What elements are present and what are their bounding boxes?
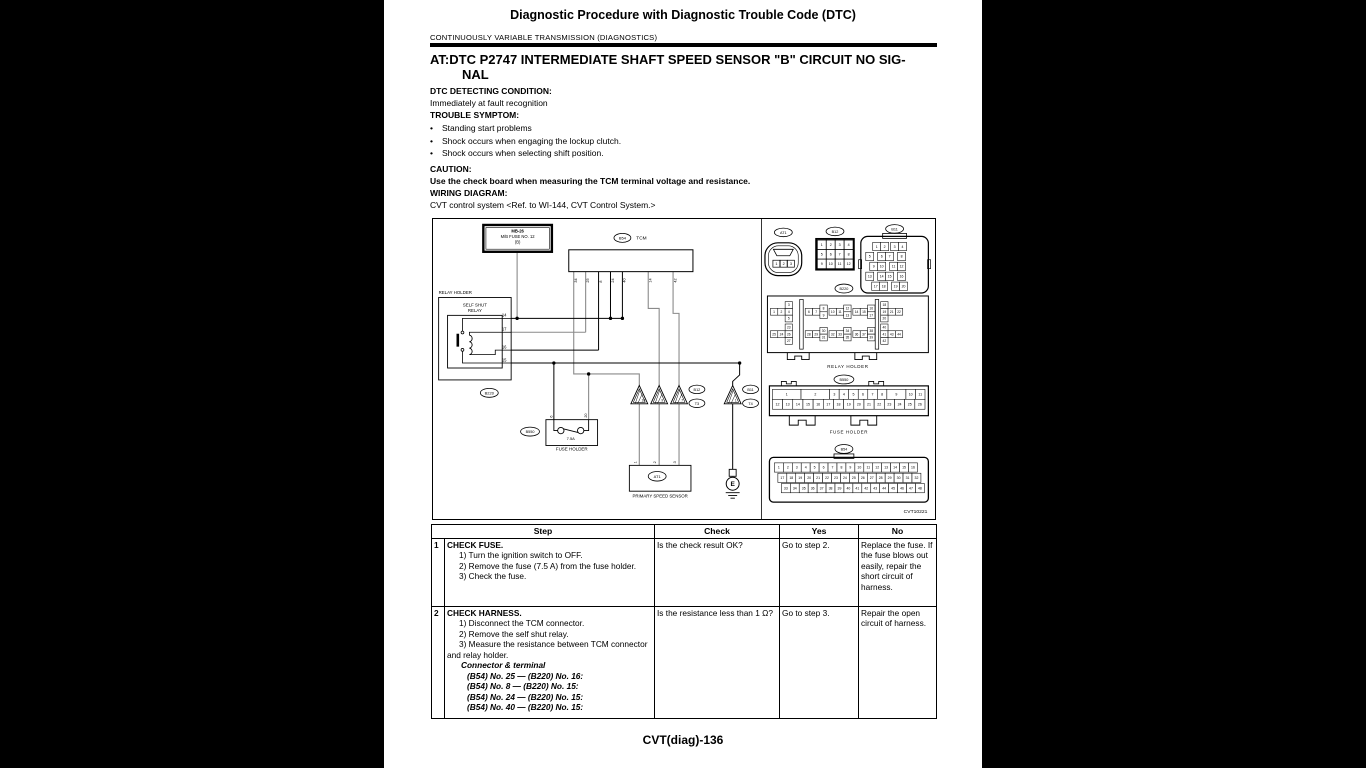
relay-contact <box>457 334 460 347</box>
page-number: CVT(diag)-136 <box>642 733 724 747</box>
pin-number: 13 <box>845 313 850 318</box>
pin-number: 35 <box>845 335 850 340</box>
header-rule <box>430 43 937 47</box>
symptom-item <box>430 148 940 159</box>
pin-number: 1 <box>875 244 878 249</box>
pin-number: 38 <box>869 328 874 333</box>
connector-view-b12 <box>816 227 854 270</box>
connector-view-b11 <box>859 225 931 293</box>
pin-number: 22 <box>825 476 829 481</box>
col-header-check: Check <box>655 525 780 539</box>
tcm-terminal-number: 14 <box>648 278 653 283</box>
pin-number: 5 <box>820 252 823 257</box>
pin-number: 8 <box>840 465 843 470</box>
pin-number: 23 <box>887 402 892 407</box>
pin-number: 6 <box>829 252 832 257</box>
pin-number: 43 <box>889 332 894 337</box>
pin-number: 4 <box>901 244 904 249</box>
wiring-diagram-heading: WIRING DIAGRAM: <box>430 188 508 198</box>
pin-number: 30 <box>821 328 826 333</box>
pin-number: 35 <box>801 486 806 491</box>
pin-number: 18 <box>881 284 886 289</box>
pin-number: 12 <box>875 465 880 470</box>
pin-number: 8 <box>900 254 903 259</box>
pin-number: 16 <box>816 402 821 407</box>
page-header-title: Diagnostic Procedure with Diagnostic Trouble Code (DTC) <box>510 8 856 22</box>
pin-number: 9 <box>820 262 823 267</box>
wiring-diagram-svg <box>433 219 935 519</box>
check-cell: Is the resistance less than 1 Ω? <box>655 606 780 718</box>
pin-number: 2 <box>780 309 783 314</box>
pin-number: 32 <box>830 332 835 337</box>
fuse-holder-connector-label: B550 <box>525 430 535 435</box>
pin-number: 48 <box>917 486 922 491</box>
pin-number: 26 <box>860 476 865 481</box>
check-cell: Is the check result OK? <box>655 538 780 606</box>
section-title-line1: AT:DTC P2747 INTERMEDIATE SHAFT SPEED SENSOR "B" CIRCUIT NO SIG- <box>430 52 906 67</box>
trouble-symptom-heading: TROUBLE SYMPTOM: <box>430 110 520 120</box>
pin-number: 24 <box>897 402 902 407</box>
pin-number: 20 <box>882 316 887 321</box>
pin-number: 25 <box>851 476 856 481</box>
pin-number: 18 <box>789 476 794 481</box>
connector-view-b54 <box>769 444 928 502</box>
pin-number: 47 <box>909 486 913 491</box>
pin-number: 14 <box>854 309 859 314</box>
step-line: 2) Remove the self shut relay. <box>459 628 569 639</box>
junction-pin-number: 9 <box>661 398 664 403</box>
pin-number: 6 <box>880 254 883 259</box>
pin-number: 17 <box>873 284 878 289</box>
b550-mount-feet <box>789 416 876 425</box>
pin-number: 27 <box>786 339 791 344</box>
pin-number: 17 <box>869 313 874 318</box>
section-title-line2: NAL <box>462 67 489 82</box>
junction-dot <box>609 317 612 320</box>
relay-connector-label: B220 <box>484 390 494 396</box>
connector-terminal-line: (B54) No. 8 — (B220) No. 15: <box>467 681 579 691</box>
b12-junction-label: B12 <box>693 387 701 392</box>
table-row-step2 <box>432 606 937 718</box>
pin-number: 39 <box>837 486 842 491</box>
pin-number: 11 <box>866 465 871 470</box>
pin-number: 9 <box>895 392 898 397</box>
junction-triangle <box>651 385 668 403</box>
pin-number: 10 <box>879 264 884 269</box>
b12-view-label: B12 <box>831 230 839 235</box>
pin-number: 28 <box>807 332 811 337</box>
pin-number: 2 <box>883 244 886 249</box>
pin-number: 6 <box>807 309 810 314</box>
pin-number: 41 <box>855 486 860 491</box>
pin-number: 3 <box>893 244 896 249</box>
pin-number: 42 <box>882 339 887 344</box>
pin-number: 1 <box>820 243 823 248</box>
junction-connectors <box>631 385 741 403</box>
pin-number: 20 <box>807 476 812 481</box>
b54-view-label: B54 <box>840 447 848 452</box>
pin-number: 22 <box>877 402 882 407</box>
pin-number: 19 <box>846 402 851 407</box>
pin-number: 24 <box>842 476 847 481</box>
ground-label: E <box>730 481 735 489</box>
step-title: CHECK HARNESS. <box>447 607 522 618</box>
sensor-connector-label: AT1 <box>653 474 661 480</box>
pin-number: 16 <box>899 274 904 279</box>
pin-number: 17 <box>780 476 785 481</box>
tcm-terminal-number: 42 <box>673 278 678 283</box>
wire-gray <box>511 252 679 466</box>
relay-contact-pin <box>461 331 464 334</box>
pin-number: 5 <box>868 254 871 259</box>
mb-fuse-line1: MB-26 <box>511 228 524 234</box>
junction-pin-number: 1 <box>734 398 737 403</box>
pin-number: 33 <box>838 332 842 337</box>
junction-triangle <box>671 385 688 403</box>
pin-number: 7 <box>831 465 834 470</box>
pin-number: 38 <box>828 486 833 491</box>
tcm-box <box>569 233 693 282</box>
pin-number: 7 <box>815 309 818 314</box>
tcm-terminal-numbers <box>574 278 677 282</box>
pin-number: 36 <box>810 486 815 491</box>
pin-number: 9 <box>849 465 852 470</box>
pin-number: 5 <box>813 465 816 470</box>
pin-number: 29 <box>814 332 819 337</box>
relay-holder <box>439 290 512 397</box>
fuse-terminal-circle <box>578 427 584 433</box>
pin-number: 40 <box>882 325 887 330</box>
pin-number: 37 <box>862 332 866 337</box>
pin-number: 44 <box>882 486 887 491</box>
b220-view-label: B220 <box>839 287 849 292</box>
pin-number: 14 <box>795 402 800 407</box>
pin-number: 44 <box>897 332 901 337</box>
pin-number: 25 <box>772 332 776 337</box>
junction-dot <box>738 361 741 364</box>
pin-number: 16 <box>911 465 915 470</box>
pin-number: 2 <box>786 465 789 470</box>
pin-number: 30 <box>896 476 901 481</box>
pin-number: 16 <box>869 306 874 311</box>
pin-number: 1 <box>785 392 788 397</box>
b11-junction-label: B11 <box>747 387 754 392</box>
wire-black <box>511 272 739 470</box>
pin-number: 15 <box>887 274 892 279</box>
pin-number: 19 <box>893 284 898 289</box>
pin-number: 7 <box>888 254 891 259</box>
pin-number: 6 <box>822 465 825 470</box>
pin-number: 23 <box>834 476 838 481</box>
pin-number: 11 <box>918 392 923 397</box>
pin-number: 20 <box>856 402 861 407</box>
pin-number: 9 <box>872 264 875 269</box>
b550-top-tabs <box>781 381 883 385</box>
t3-junction-label: T3 <box>694 401 700 406</box>
figure-id: CVT10221 <box>903 510 928 516</box>
pin-number: 8 <box>881 392 884 397</box>
dtc-condition-heading: DTC DETECTING CONDITION: <box>430 86 552 96</box>
pin-number: 21 <box>867 402 872 407</box>
relay-terminal-number: 17 <box>501 326 507 332</box>
b11-view-label: B11 <box>891 227 898 232</box>
ground-symbol <box>726 469 740 498</box>
tcm-label: TCM <box>636 236 647 242</box>
fuse-terminal-circle <box>558 427 564 433</box>
pin-number: 17 <box>826 402 831 407</box>
sensor-terminal-2: 2 <box>653 461 658 464</box>
pin-number: 8 <box>822 306 825 311</box>
symptom-item <box>430 136 940 147</box>
pin-number: 10 <box>828 262 833 267</box>
tcm-terminal-number: 25 <box>585 278 590 283</box>
relay-coil <box>469 335 472 354</box>
step-line: 3) Measure the resistance between TCM connector and relay holder. <box>447 639 648 660</box>
dtc-condition-text: Immediately at fault recognition <box>430 98 548 108</box>
relay-terminal-number: 15 <box>501 357 507 363</box>
pin-number: 3 <box>795 465 798 470</box>
step-cell <box>445 538 655 606</box>
pin-number: 22 <box>897 309 901 314</box>
relay-internal-wires <box>462 318 511 363</box>
pin-number: 14 <box>879 274 884 279</box>
connector-view-at1 <box>765 228 802 275</box>
pin-number: 21 <box>816 476 821 481</box>
procedure-table <box>431 524 937 719</box>
pin-number: 2 <box>782 262 785 267</box>
bullet-icon: • <box>430 123 433 133</box>
fuse-rating: 7.5A <box>566 436 575 442</box>
pin-number: 32 <box>914 476 919 481</box>
pin-number: 5 <box>787 316 790 321</box>
pin-number: 7 <box>838 252 841 257</box>
symptom-text: Shock occurs when engaging the lockup clutch. <box>442 135 622 146</box>
connector-terminal-heading: Connector & terminal <box>461 660 546 670</box>
pin-number: 3 <box>789 262 792 267</box>
mb-fuse-line2: M/B FUSE NO. 12 <box>500 233 535 239</box>
pin-number: 4 <box>842 392 845 397</box>
pin-number: 31 <box>821 335 826 340</box>
pin-number: 28 <box>878 476 883 481</box>
relay-holder-label: RELAY HOLDER <box>438 290 472 295</box>
yes-cell: Go to step 2. <box>780 538 859 606</box>
pin-number: 19 <box>798 476 803 481</box>
ground-hatch <box>726 493 740 499</box>
pin-number: 42 <box>864 486 869 491</box>
pin-number: 8 <box>847 252 850 257</box>
step-title: CHECK FUSE. <box>447 539 504 550</box>
pin-number: 27 <box>869 476 874 481</box>
pin-number: 2 <box>829 243 832 248</box>
tcm-terminal-number: 24 <box>610 278 615 283</box>
pin-number: 14 <box>893 465 898 470</box>
pin-number: 24 <box>779 332 784 337</box>
pin-number: 10 <box>857 465 862 470</box>
no-cell: Repair the open circuit of harness. <box>859 606 937 718</box>
step-number: 1 <box>432 538 445 606</box>
pin-number: 15 <box>902 465 906 470</box>
pin-number: 23 <box>786 325 791 330</box>
b550-caption: FUSE HOLDER <box>829 429 869 435</box>
pin-number: 26 <box>786 332 791 337</box>
at1-keyway <box>773 249 793 255</box>
pin-number: 43 <box>873 486 878 491</box>
step-number: 2 <box>432 606 445 718</box>
tcm-terminal-number: 40 <box>622 278 627 283</box>
pin-number: 1 <box>775 262 778 267</box>
bullet-icon: • <box>430 135 433 146</box>
wiring-diagram-ref: CVT control system <Ref. to WI-144, CVT Control System.> <box>430 200 656 210</box>
manual-page <box>384 0 982 768</box>
junction-triangle <box>631 385 648 403</box>
step-line: 1) Turn the ignition switch to OFF. <box>459 550 583 560</box>
pin-number: 25 <box>907 402 912 407</box>
pin-number: 34 <box>792 486 797 491</box>
relay-terminal-number: 16 <box>501 344 507 350</box>
pin-number: 36 <box>854 332 859 337</box>
sensor-terminal-3: 3 <box>673 461 678 464</box>
sensor-terminal-1: 1 <box>633 461 638 464</box>
junction-dot <box>552 361 555 364</box>
pin-number: 4 <box>787 309 790 314</box>
self-shut-relay-label1: SELF SHUT <box>462 302 487 308</box>
tcm-terminal-number: 34 <box>574 278 579 283</box>
pin-number: 13 <box>867 274 872 279</box>
junction-pin-number: 10 <box>641 398 646 403</box>
pin-number: 10 <box>830 309 835 314</box>
caution-heading: CAUTION: <box>430 164 472 174</box>
symptom-item <box>430 123 940 134</box>
pin-number: 12 <box>845 306 850 311</box>
pin-number: 40 <box>846 486 851 491</box>
pin-number: 33 <box>783 486 788 491</box>
mb-fuse-line3: (B) <box>514 239 521 245</box>
pin-number: 5 <box>852 392 855 397</box>
pin-number: 18 <box>836 402 841 407</box>
wire-junction-dots <box>515 317 741 376</box>
pin-number: 31 <box>905 476 910 481</box>
pin-number: 1 <box>777 465 780 470</box>
pin-number: 4 <box>804 465 807 470</box>
step-line: 2) Remove the fuse (7.5 A) from the fuse holder. <box>459 560 637 571</box>
tcm-connector-label: B54 <box>618 235 626 241</box>
pin-number: 1 <box>773 309 776 314</box>
pin-number: 26 <box>917 402 922 407</box>
no-cell: Replace the fuse. If the fuse blows out easily, repair the short circuit of harness. <box>859 538 937 606</box>
pin-number: 39 <box>869 335 874 340</box>
fuse-holder-schematic <box>521 413 598 451</box>
junction-triangle <box>724 385 741 403</box>
pin-number: 6 <box>862 392 864 397</box>
table-header-row <box>432 525 937 539</box>
pin-number: 3 <box>833 392 836 397</box>
fuse-holder-label: FUSE HOLDER <box>555 446 588 452</box>
fuse-terminal-left: 6 <box>549 415 554 418</box>
pin-number: 11 <box>891 264 896 269</box>
junction-dot <box>621 317 624 320</box>
pin-number: 20 <box>901 284 906 289</box>
pin-number: 7 <box>871 392 874 397</box>
b550-view-label: B550 <box>839 378 849 383</box>
yes-cell: Go to step 3. <box>780 606 859 718</box>
self-shut-relay-label2: RELAY <box>467 307 482 313</box>
connector-view-b550 <box>769 375 928 435</box>
tcm-terminal-number: 8 <box>598 280 603 283</box>
pin-number: 3 <box>787 303 790 308</box>
pin-number: 10 <box>908 392 913 397</box>
step-cell <box>445 606 655 718</box>
pin-number: 13 <box>884 465 889 470</box>
wiring-diagram <box>432 218 936 520</box>
primary-speed-sensor <box>629 461 691 498</box>
pin-number: 3 <box>838 243 841 248</box>
pin-number: 46 <box>900 486 904 491</box>
caution-text: Use the check board when measuring the TCM terminal voltage and resistance. <box>430 176 751 186</box>
connector-terminal-line: (B54) No. 24 — (B220) No. 15: <box>467 691 584 702</box>
pin-number: 2 <box>814 392 817 397</box>
pin-number: 18 <box>882 303 887 308</box>
b220-caption: RELAY HOLDER <box>827 364 869 370</box>
relay-contact-pin <box>461 348 464 351</box>
pin-number: 12 <box>899 264 904 269</box>
col-header-no: No <box>859 525 937 539</box>
connector-view-b220 <box>767 284 928 369</box>
pin-number: 12 <box>775 402 780 407</box>
b220-mount-feet <box>787 353 876 360</box>
pin-number: 19 <box>882 309 887 314</box>
t4-junction-label: T4 <box>748 401 753 406</box>
pin-number: 9 <box>822 313 825 318</box>
symptom-text: Shock occurs when selecting shift position. <box>442 148 604 158</box>
pin-number: 37 <box>819 486 824 491</box>
pin-number: 45 <box>891 486 896 491</box>
pin-number: 11 <box>837 262 842 267</box>
relay-terminal-number: 14 <box>501 312 507 318</box>
pin-number: 21 <box>889 309 894 314</box>
col-header-step: Step <box>432 525 655 539</box>
mb-fuse-box <box>483 225 552 252</box>
pin-number: 29 <box>887 476 892 481</box>
col-header-yes: Yes <box>780 525 859 539</box>
pin-number: 41 <box>882 332 887 337</box>
pin-number: 34 <box>845 328 850 333</box>
sensor-label: PRIMARY SPEED SENSOR <box>632 493 688 499</box>
pin-number: 4 <box>847 243 850 248</box>
relay-terminal-numbers <box>502 313 507 363</box>
pin-number: 13 <box>785 402 790 407</box>
step-line: 3) Check the fuse. <box>459 571 527 581</box>
connector-terminal-line: (B54) No. 25 — (B220) No. 16: <box>467 670 584 681</box>
pin-number: 15 <box>862 309 866 314</box>
pin-number: 15 <box>806 402 810 407</box>
pin-number: 12 <box>846 262 851 267</box>
pin-number: 11 <box>838 309 842 314</box>
section-title <box>430 52 950 82</box>
at1-view-label: AT1 <box>780 231 787 235</box>
table-row-step1 <box>432 538 937 606</box>
bullet-icon: • <box>430 148 433 158</box>
fuse-terminal-right: 20 <box>584 413 589 418</box>
junction-pin-number: 7 <box>681 398 684 403</box>
page-header-subtitle: CONTINUOUSLY VARIABLE TRANSMISSION (DIAGNOSTICS) <box>430 33 658 42</box>
step-line: 1) Disconnect the TCM connector. <box>459 618 585 628</box>
junction-dot <box>587 372 590 375</box>
symptom-text: Standing start problems <box>442 123 532 133</box>
junction-dot <box>515 317 518 320</box>
connector-terminal-line: (B54) No. 40 — (B220) No. 15: <box>467 702 584 712</box>
